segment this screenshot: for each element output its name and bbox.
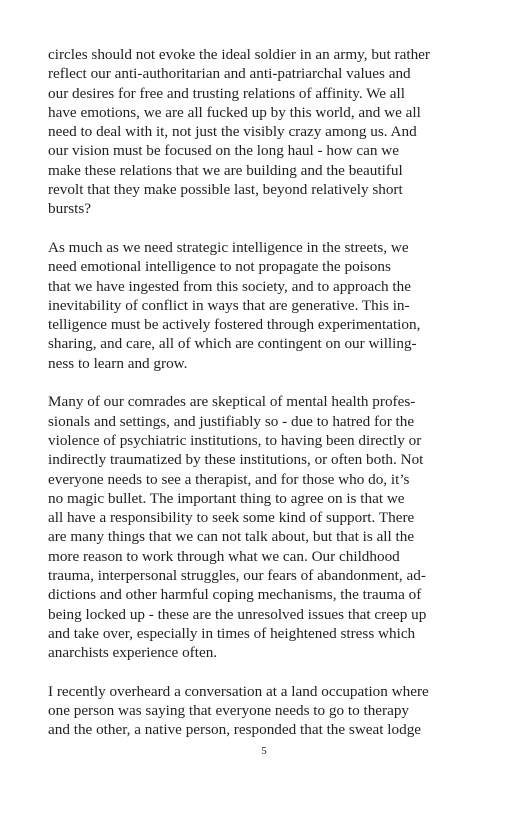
text-line: make these relations that we are building and the beautiful bbox=[48, 161, 403, 179]
text-line: trauma, interpersonal struggles, our fears of abandonment, ad- bbox=[48, 567, 426, 585]
text-line: that we have ingested from this society, and to approach the bbox=[48, 277, 411, 295]
text-line: our desires for free and trusting relations of affinity. We all bbox=[48, 84, 405, 102]
text-line: and the other, a native person, responded that the sweat lodge bbox=[48, 721, 422, 739]
text-line: I recently overheard a conversation at a land occupation where bbox=[48, 682, 429, 700]
text-line: sharing, and care, all of which are contingent on our willing- bbox=[48, 335, 417, 353]
text-line: more reason to work through what we can. Our childhood bbox=[48, 547, 400, 565]
text-line: need to deal with it, not just the visibly crazy among us. And bbox=[48, 123, 417, 141]
paragraph-4 bbox=[48, 682, 438, 740]
paragraph-2 bbox=[48, 238, 438, 373]
body-text bbox=[48, 45, 438, 759]
text-line: all have a responsibility to seek some kind of support. There bbox=[48, 509, 415, 527]
text-line: circles should not evoke the ideal soldier in an army, but rather bbox=[48, 46, 430, 63]
text-line: are many things that we can not talk about, but that is all the bbox=[48, 528, 415, 546]
text-line: have emotions, we are all fucked up by this world, and we all bbox=[48, 103, 421, 121]
text-line: indirectly traumatized by these institutions, or often both. Not bbox=[48, 451, 424, 469]
paragraph-1 bbox=[48, 45, 438, 219]
paragraph-3 bbox=[48, 392, 438, 662]
text-line: and take over, especially in times of heightened stress which bbox=[48, 624, 416, 642]
text-line: one person was saying that everyone needs to go to therapy bbox=[48, 702, 410, 720]
text-line: reflect our anti-authoritarian and anti-patriarchal values and bbox=[48, 65, 411, 83]
text-line: sionals and settings, and justifiably so - due to hatred for the bbox=[48, 412, 415, 430]
text-line: bursts? bbox=[48, 200, 92, 218]
text-line: dictions and other harmful coping mechanisms, the trauma of bbox=[48, 586, 422, 604]
text-line: everyone needs to see a therapist, and for those who do, it’s bbox=[48, 470, 410, 488]
text-line: telligence must be actively fostered through experimentation, bbox=[48, 316, 421, 334]
text-line: revolt that they make possible last, beyond relatively short bbox=[48, 181, 403, 199]
text-line: being locked up - these are the unresolved issues that creep up bbox=[48, 605, 427, 623]
text-line: anarchists experience often. bbox=[48, 644, 218, 662]
text-line: need emotional intelligence to not propagate the poisons bbox=[48, 258, 391, 276]
text-line: no magic bullet. The important thing to agree on is that we bbox=[48, 489, 405, 507]
text-line: Many of our comrades are skeptical of mental health profes- bbox=[48, 393, 416, 411]
text-line: our vision must be focused on the long haul - how can we bbox=[48, 142, 399, 160]
text-line: violence of psychiatric institutions, to having been directly or bbox=[48, 431, 422, 449]
text-line: ness to learn and grow. bbox=[48, 354, 188, 372]
page-number: 5 bbox=[261, 745, 267, 757]
text-line: inevitability of conflict in ways that are generative. This in- bbox=[48, 296, 410, 314]
text-line: As much as we need strategic intelligence in the streets, we bbox=[48, 238, 409, 256]
